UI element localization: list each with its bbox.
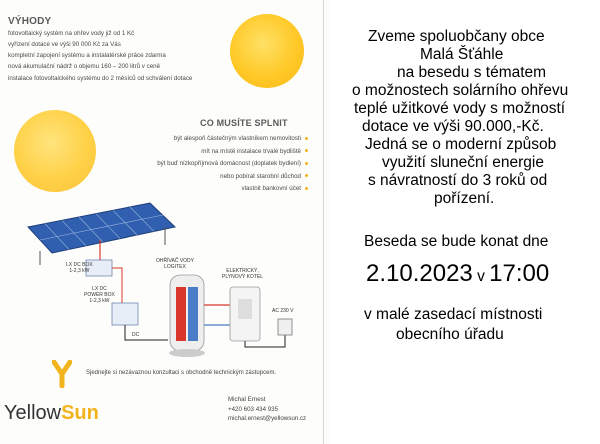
announcement-line: s návratností do 3 roků od: [368, 172, 548, 189]
benefit-item: fotovoltaický systém na ohřev vody již od 1 Kč: [8, 30, 135, 37]
announcement-line: Zveme spoluobčany obce: [368, 28, 545, 45]
consult-note: Sjednejte si nezávaznou konzultaci s obchodně technickým zástupcem.: [86, 370, 277, 376]
event-time: 17:00: [489, 260, 550, 287]
sun-top-right: [230, 14, 304, 88]
requirement-item: být alespoň částečným vlastníkem nemovitosti: [157, 133, 308, 146]
boiler: [169, 275, 205, 357]
contact-email[interactable]: michal.ernest@yellowsun.cz: [228, 415, 307, 422]
dc-power-box-label: LX DC POWER BOX 1-2,3 kW: [84, 286, 115, 304]
announcement-line: teplé užitkové vody s možností: [354, 100, 566, 117]
dc-label: DC: [132, 332, 140, 338]
announcement-line: na besedu s tématem: [397, 64, 547, 81]
requirements-title: CO MUSÍTE SPLNIT: [200, 118, 288, 128]
place-line-2: obecního úřadu: [396, 326, 504, 343]
beseda-line: Beseda se bude konat dne: [364, 233, 549, 250]
contact-name: Michal Ernest: [228, 396, 266, 403]
benefits-title: VÝHODY: [8, 16, 52, 27]
dc-box-1-label: LX DC BOX 1-2,3 kW: [66, 262, 93, 274]
benefit-item: kompletní zapojení systému a instalatérské práce zdarma: [8, 52, 166, 59]
contact-block: [228, 395, 306, 424]
date-time-line: [366, 260, 549, 291]
brand-y-mark: [52, 360, 72, 388]
announcement-line: Malá Šťáhle: [420, 46, 504, 63]
ac-socket: [278, 319, 292, 335]
benefit-item: vyřízení dotace ve výši 90 000 Kč za Vás: [8, 41, 121, 48]
boiler-label: OHŘÍVAČ VODY LOGITEX: [156, 258, 194, 270]
requirement-item: být buď nízkopříjmová domácnost (doplatek bydlení): [157, 158, 308, 171]
requirement-item: vlastnit bankovní účet: [157, 183, 308, 196]
requirement-item: nebo pobírat starobní důchod: [157, 171, 308, 184]
announcement: [332, 0, 600, 444]
announcement-line: pořízení.: [434, 190, 495, 207]
solar-panels: [28, 203, 175, 265]
kettle: [230, 287, 260, 341]
announcement-line: využití sluneční energie: [382, 154, 544, 171]
event-date: 2.10.2023: [366, 260, 473, 287]
benefit-item: nová akumulační nádrž o objemu 160 – 200 litrů v ceně: [8, 63, 161, 70]
contact-phone: +420 603 434 935: [228, 405, 279, 413]
announcement-line: Jedná se o moderní způsob: [365, 136, 557, 153]
requirements-list: [157, 133, 308, 196]
announcement-line: dotace ve výši 90.000,-Kč.: [362, 118, 544, 135]
kettle-label: ELEKTRICKÝ, PLYNOVÝ KOTEL: [222, 268, 264, 280]
place-line-1: v malé zasedací místnosti: [364, 306, 543, 323]
ac-label: AC 230 V: [272, 308, 294, 314]
event-at: v: [477, 268, 485, 285]
sun-middle-left: [14, 110, 96, 192]
brand-logo: YellowSun: [4, 402, 99, 424]
dc-power-box: [112, 303, 138, 325]
system-diagram: [0, 195, 330, 395]
announcement-line: o možnostech solárního ohřevu: [352, 82, 569, 99]
benefit-item: instalace fotovoltaického systému do 2 měsíců od schválení dotace: [8, 75, 193, 82]
requirement-item: mít na místě instalace trvalé bydliště: [157, 146, 308, 159]
